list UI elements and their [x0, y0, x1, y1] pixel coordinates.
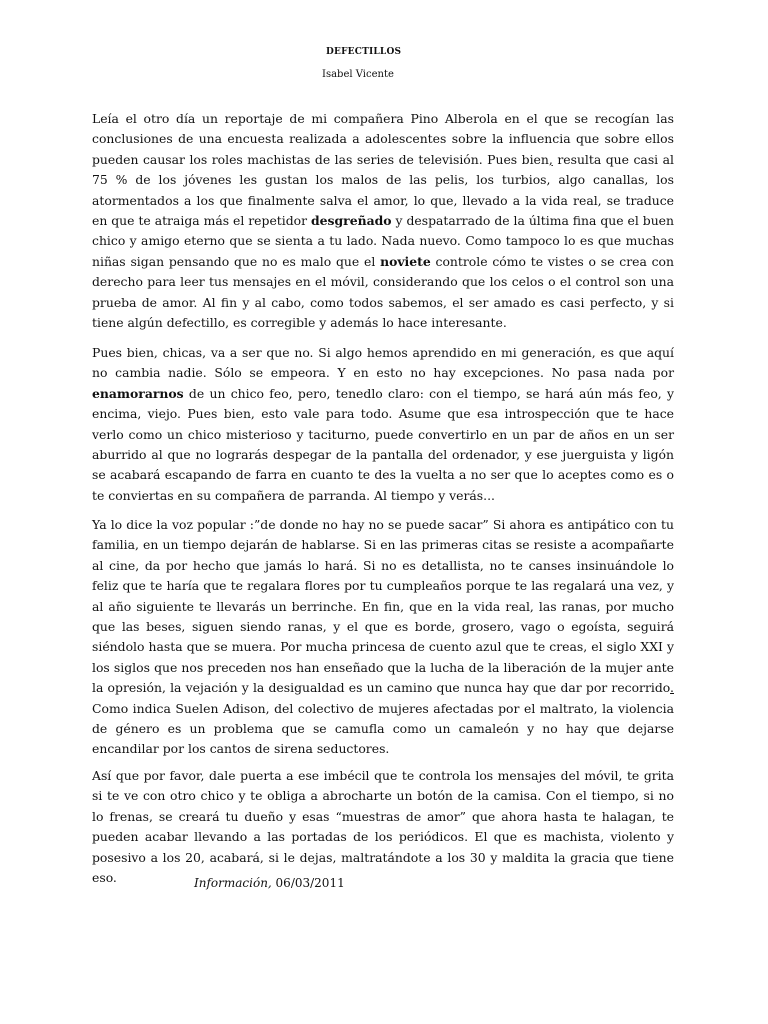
document-title: DEFECTILLOS — [326, 47, 402, 57]
text-run: Como indica Suelen Adison, del colectivo de mujeres afectadas por el maltrato, la violencia de género es un problema que se camufla como un camaleón y no hay que dejarse encandilar por los cantos de sirena seductores. — [92, 700, 674, 757]
paragraph-2 — [92, 343, 674, 506]
text-run: Leía el otro día un reportaje de mi compañera Pino Alberola en el que se recogían las conclusiones de una encuesta realizada a adolescentes sobre la influencia que sobre ellos pueden causar los roles machistas de las series de televisión. Pues bien — [92, 111, 674, 167]
text-run: y despatarrado de la última fina que el buen chico y amigo eterno que se sienta a tu lado. Nada nuevo. Como tampoco lo es que muchas niñas sigan pensando que no es malo que el — [92, 213, 674, 269]
text-run: resulta que casi al 75 % de los jóvenes les gustan los malos de las pelis, los turbios, algo canallas, los atormentados a los que finalmente salva el amor, lo que, llevado a la vida real, se traduce en que te atraiga más el repetidor — [92, 151, 674, 229]
paragraph-3 — [92, 515, 674, 760]
text-run: de un chico feo, pero, tenedlo claro: con el tiempo, se hará aún más feo, y encima, viejo. Pues bien, esto vale para todo. Asume que esa introspección que te hace verlo como un chico misterioso y taciturno, puede convertirlo en un par de años en un ser aburrido al que no lograrás despegar de la pantalla del ordenador, y ese juerguista y ligón se acabará escapando de farra en cuanto te des la vuelta a no ser que lo aceptes como es o te conviertas en su compañera de parranda. Al tiempo y verás... — [92, 385, 674, 503]
text-run: Ya lo dice la voz popular :”de donde no hay no se puede sacar” Si ahora es antipático con tu familia, en un tiempo dejarán de hablarse. Si en las primeras citas se resiste a acompañarte al cine, da por hecho que jamás lo hará. Si no es detallista, no te canses insinuándole lo feliz que te haría que te regalara flores por tu cumpleaños porque te las regalará una vez, y al año siguiente te llevarás un berrinche. En fin, que en la vida real, las ranas, por mucho que las beses, siguen siendo ranas, y el que es borde, grosero, vago o egoísta, seguirá siéndolo hasta que se muera. Por mucha princesa de cuento azul que te creas, el siglo XXI y los siglos que nos preceden nos han enseñado que la lucha de la liberación de la mujer ante la opresión, la vejación y la desigualdad es un camino que nunca hay que dar por recorrido — [92, 517, 674, 696]
bold-word-desgrenado: desgreñado — [310, 213, 392, 229]
author-name: Isabel Vicente — [322, 69, 394, 80]
source-publication: Información, — [194, 876, 272, 890]
underlined-period: . — [670, 680, 674, 696]
text-run: Así que por favor, dale puerta a ese imbécil que te controla los mensajes del móvil, te grita si te ve con otro chico y te obliga a abrocharte un botón de la camisa. Con el tiempo, si no lo frenas, se creará tu dueño y esas “muestras de amor” que ahora hasta te halagan, te pueden acabar llevando a las portadas de los periódicos. El que es machista, violento y posesivo a los 20, acabará, si le dejas, maltratándote a los 30 y maldita la gracia que tiene eso. — [92, 768, 674, 886]
text-run: controle cómo te vistes o se crea con derecho para leer tus mensajes en el móvil, considerando que los celos o el control son una prueba de amor. Al fin y al cabo, como todos sabemos, el ser amado es casi perfecto, y si tiene algún defectillo, es corregible y además lo hace interesante. — [92, 253, 674, 331]
source-date: 06/03/2011 — [271, 876, 345, 890]
paragraph-4 — [92, 766, 674, 888]
source-line — [194, 876, 345, 890]
bold-word-noviete: noviete — [380, 253, 431, 269]
bold-word-enamorarnos: enamorarnos — [92, 385, 184, 401]
underlined-comma: , — [548, 151, 553, 167]
text-run: Pues bien, chicas, va a ser que no. Si algo hemos aprendido en mi generación, es que aquí no cambia nadie. Sólo se empeora. Y en esto no hay excepciones. No pasa nada por — [92, 345, 674, 381]
paragraph-1 — [92, 109, 674, 333]
